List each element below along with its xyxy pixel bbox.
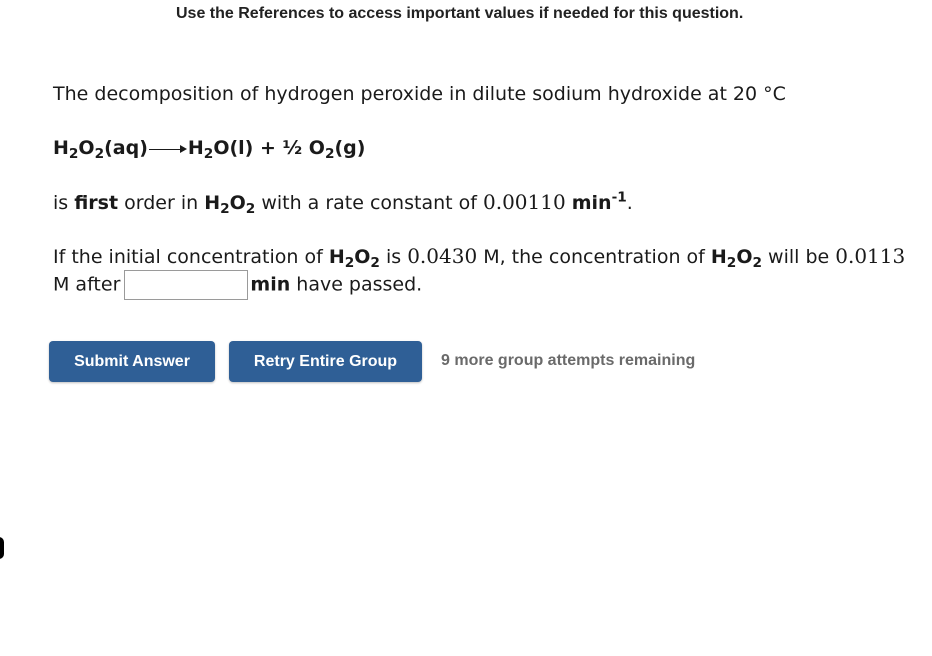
species-formula: $H_2O_2$: [204, 192, 256, 218]
species-formula: $H_2O_2$: [710, 246, 762, 272]
references-note: Use the References to access important values if needed for this question.: [176, 5, 744, 22]
answer-line: M after min have passed.: [53, 270, 422, 300]
answer-unit: min: [250, 273, 291, 296]
species-formula: $H_2O_2$: [328, 246, 380, 272]
submit-answer-button[interactable]: Submit Answer: [49, 341, 215, 382]
rate-constant-value: 0.00110: [482, 190, 566, 214]
retry-entire-group-button[interactable]: Retry Entire Group: [229, 341, 422, 382]
reaction-arrow-icon: [149, 142, 187, 156]
initial-concentration-line: If the initial concentration of $H_2O_2$ is 0.0430 M, the concentration of $H_2O_2$ will be 0.0113: [53, 244, 906, 272]
question-intro: The decomposition of hydrogen peroxide in dilute sodium hydroxide at 20 °C: [53, 83, 786, 105]
rate-constant-line: is first order in $H_2O_2$ with a rate constant of 0.00110 $\min^{-1}$.: [53, 189, 633, 218]
reaction-equation: [53, 134, 365, 162]
reactant-formula: $H_2O_2(aq)$: [53, 137, 148, 163]
rate-constant-unit: $\min^{-1}$: [571, 189, 627, 214]
products-formula: $H_2O(l)$ + ½ $O_2(g)$: [187, 137, 366, 163]
attempts-remaining-text: 9 more group attempts remaining: [441, 352, 696, 369]
cursor-edge-icon: [0, 537, 4, 559]
final-concentration-value: 0.0113: [835, 244, 906, 268]
reaction-order: first: [74, 192, 119, 214]
initial-concentration-value: 0.0430: [407, 244, 478, 268]
time-answer-input[interactable]: [124, 270, 248, 300]
